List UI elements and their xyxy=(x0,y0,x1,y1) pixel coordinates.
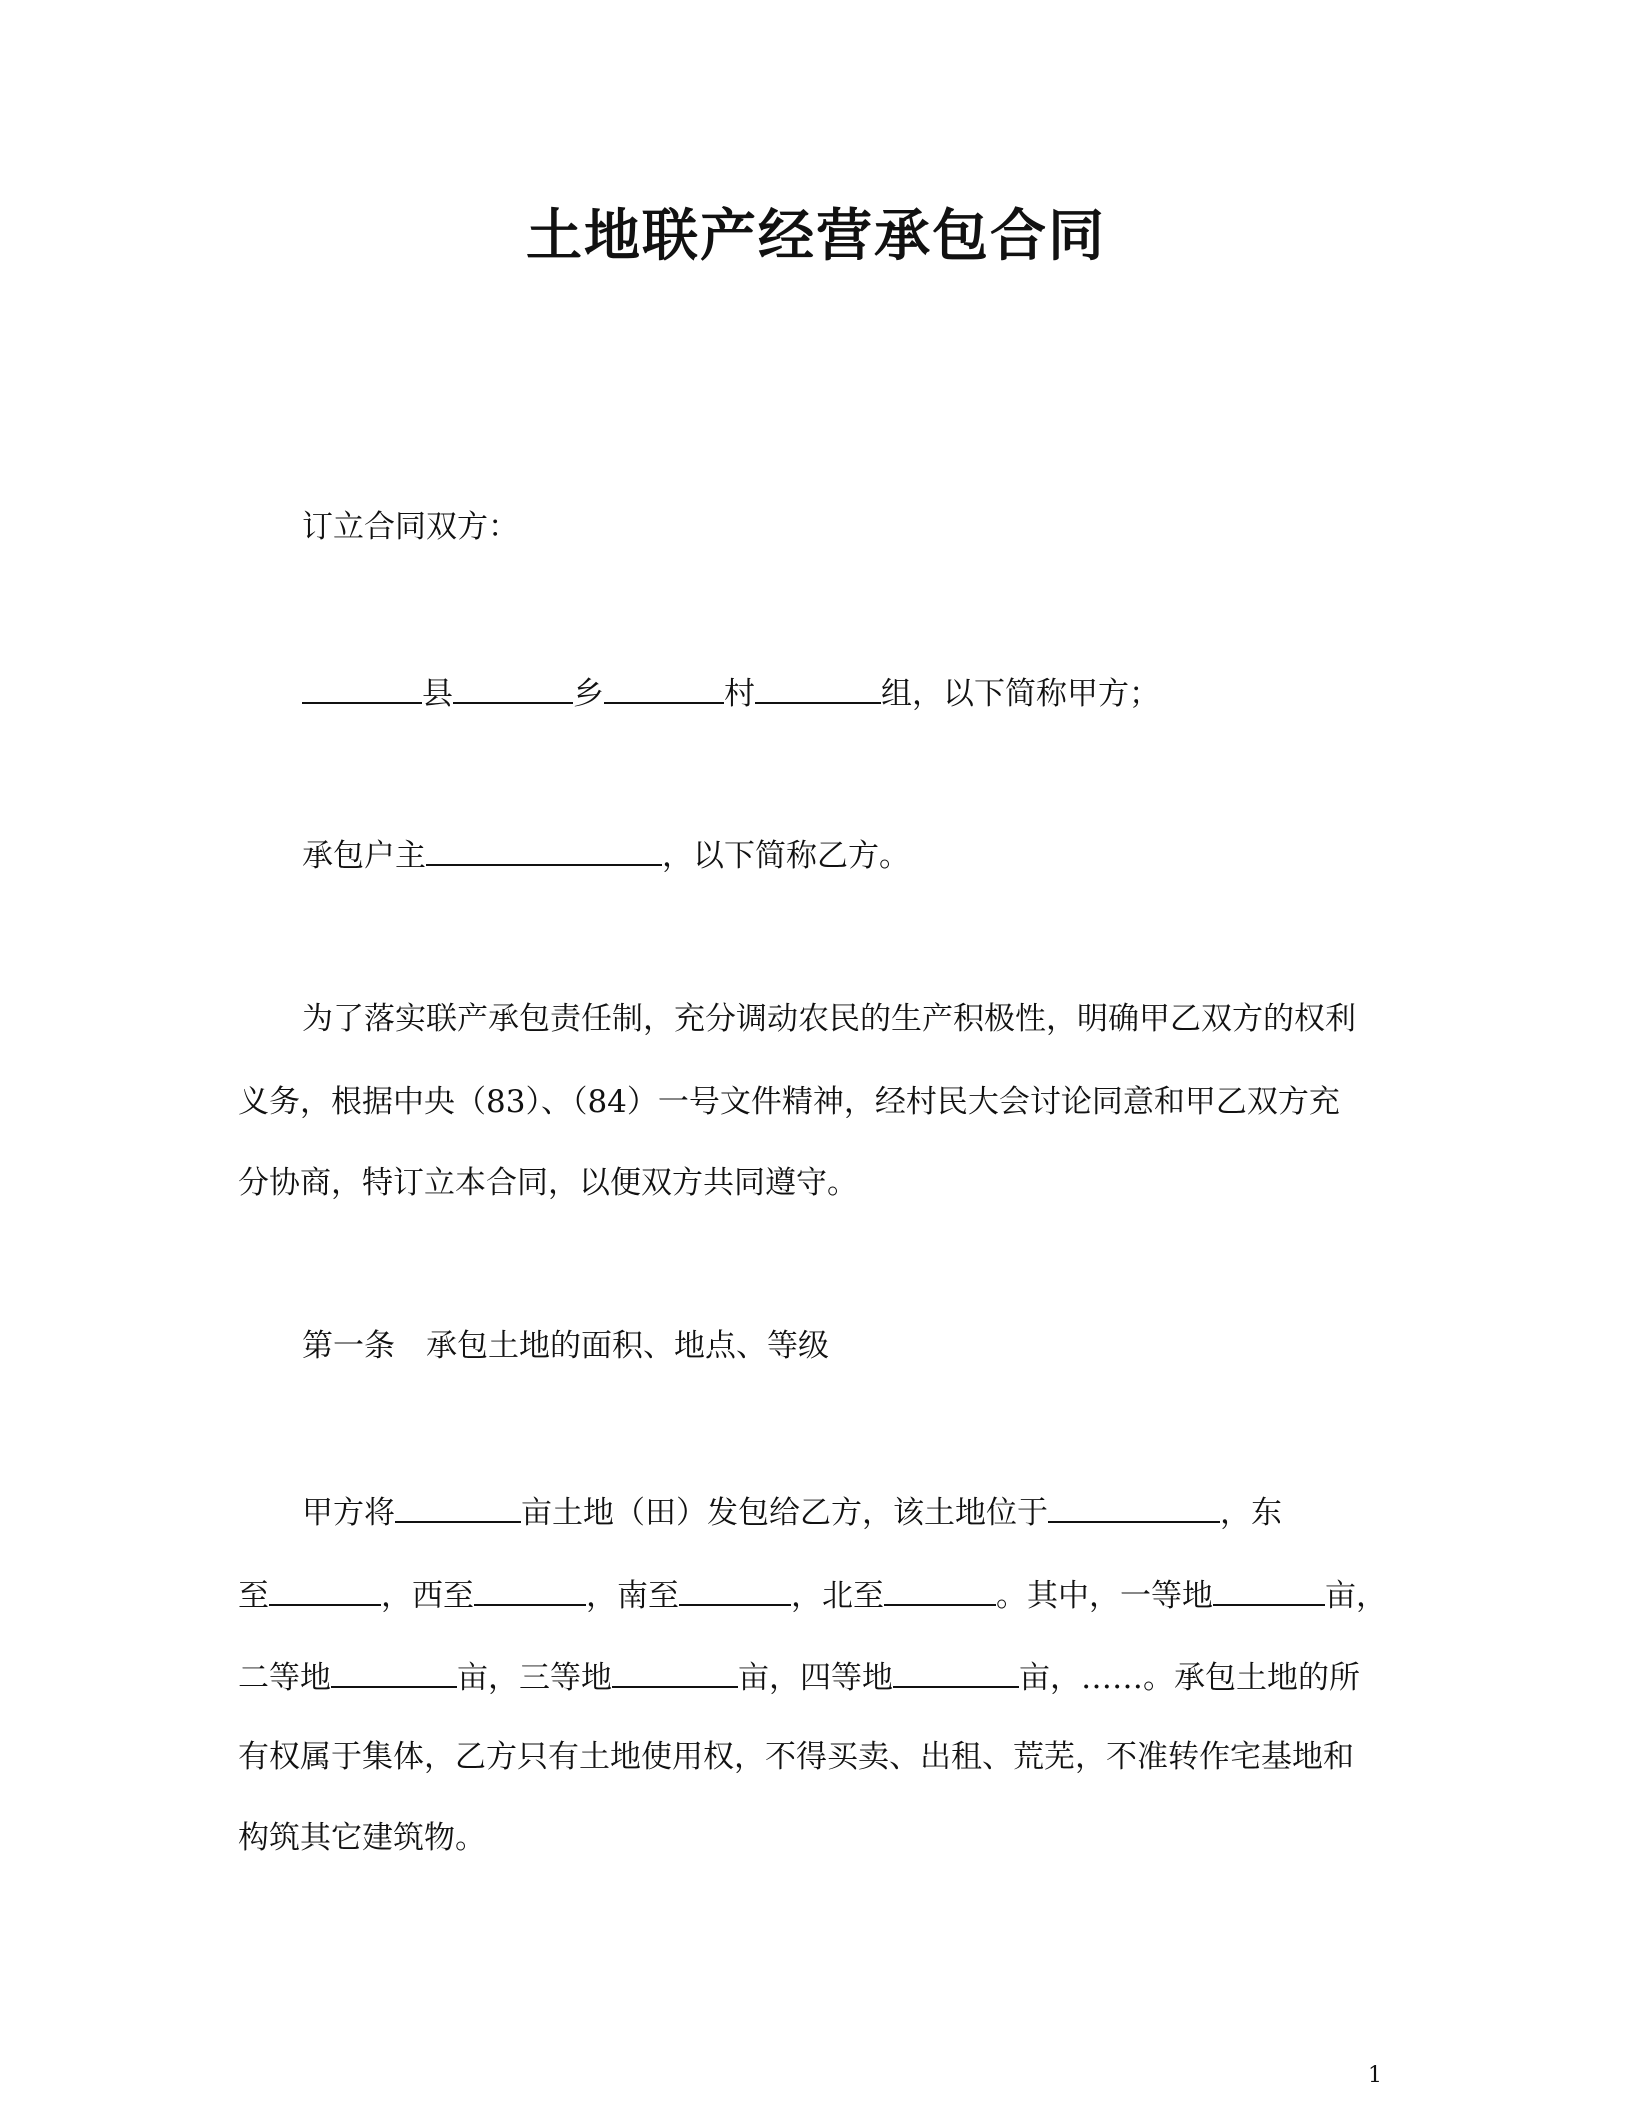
grade-2-blank xyxy=(331,1656,457,1688)
location-blank xyxy=(1048,1491,1220,1523)
county-blank xyxy=(302,672,422,704)
a1-l2-text-d: ，北至 xyxy=(791,1578,884,1614)
party-b-suffix: ，以下简称乙方。 xyxy=(662,838,910,874)
east-blank xyxy=(269,1574,381,1606)
article-1-line-1 xyxy=(302,1491,1282,1533)
a1-l2-text-e: 。其中，一等地 xyxy=(996,1578,1213,1614)
intro-line-2: 义务，根据中央（83）、（84）一号文件精神，经村民大会讨论同意和甲乙双方充 xyxy=(238,1084,1340,1120)
a1-l3-text-a: 二等地 xyxy=(238,1660,331,1696)
group-text: 组，以下简称甲方； xyxy=(881,676,1160,712)
grade-4-blank xyxy=(893,1656,1019,1688)
article-1-line-4: 有权属于集体，乙方只有土地使用权，不得买卖、出租、荒芜，不准转作宅基地和 xyxy=(238,1739,1354,1775)
a1-l2-text-f: 亩， xyxy=(1325,1578,1387,1614)
village-label: 村 xyxy=(724,676,755,712)
intro-line-3: 分协商，特订立本合同，以便双方共同遵守。 xyxy=(238,1165,858,1201)
township-blank xyxy=(453,672,573,704)
a1-l3-text-c: 亩，四等地 xyxy=(738,1660,893,1696)
intro-line-1: 为了落实联产承包责任制，充分调动农民的生产积极性，明确甲乙双方的权利 xyxy=(302,1001,1356,1037)
a1-l3-text-b: 亩，三等地 xyxy=(457,1660,612,1696)
a1-l2-text-a: 至 xyxy=(238,1578,269,1614)
party-a-line xyxy=(302,672,1160,714)
a1-l2-text-c: ，南至 xyxy=(586,1578,679,1614)
householder-blank xyxy=(426,834,662,866)
a1-l1-text-b: 亩土地（田）发包给乙方，该土地位于 xyxy=(521,1495,1048,1531)
county-label: 县 xyxy=(422,676,453,712)
north-blank xyxy=(884,1574,996,1606)
party-b-prefix: 承包户主 xyxy=(302,838,426,874)
grade-1-blank xyxy=(1213,1574,1325,1606)
a1-l1-text-a: 甲方将 xyxy=(302,1495,395,1531)
grade-3-blank xyxy=(612,1656,738,1688)
party-b-line xyxy=(302,834,910,876)
area-blank xyxy=(395,1491,521,1523)
article-1-line-2 xyxy=(238,1574,1387,1616)
document-title: 土地联产经营承包合同 xyxy=(526,204,1106,269)
article-1-line-3 xyxy=(238,1656,1360,1698)
a1-l3-text-d: 亩，……。承包土地的所 xyxy=(1019,1660,1360,1696)
page-number: 1 xyxy=(1368,2063,1382,2088)
parties-heading: 订立合同双方： xyxy=(302,509,519,545)
group-blank xyxy=(755,672,881,704)
article-1-heading: 第一条 承包土地的面积、地点、等级 xyxy=(302,1328,829,1364)
village-blank xyxy=(604,672,724,704)
west-blank xyxy=(474,1574,586,1606)
article-1-line-5: 构筑其它建筑物。 xyxy=(238,1820,486,1856)
a1-l1-text-c: ，东 xyxy=(1220,1495,1282,1531)
a1-l2-text-b: ，西至 xyxy=(381,1578,474,1614)
township-label: 乡 xyxy=(573,676,604,712)
south-blank xyxy=(679,1574,791,1606)
